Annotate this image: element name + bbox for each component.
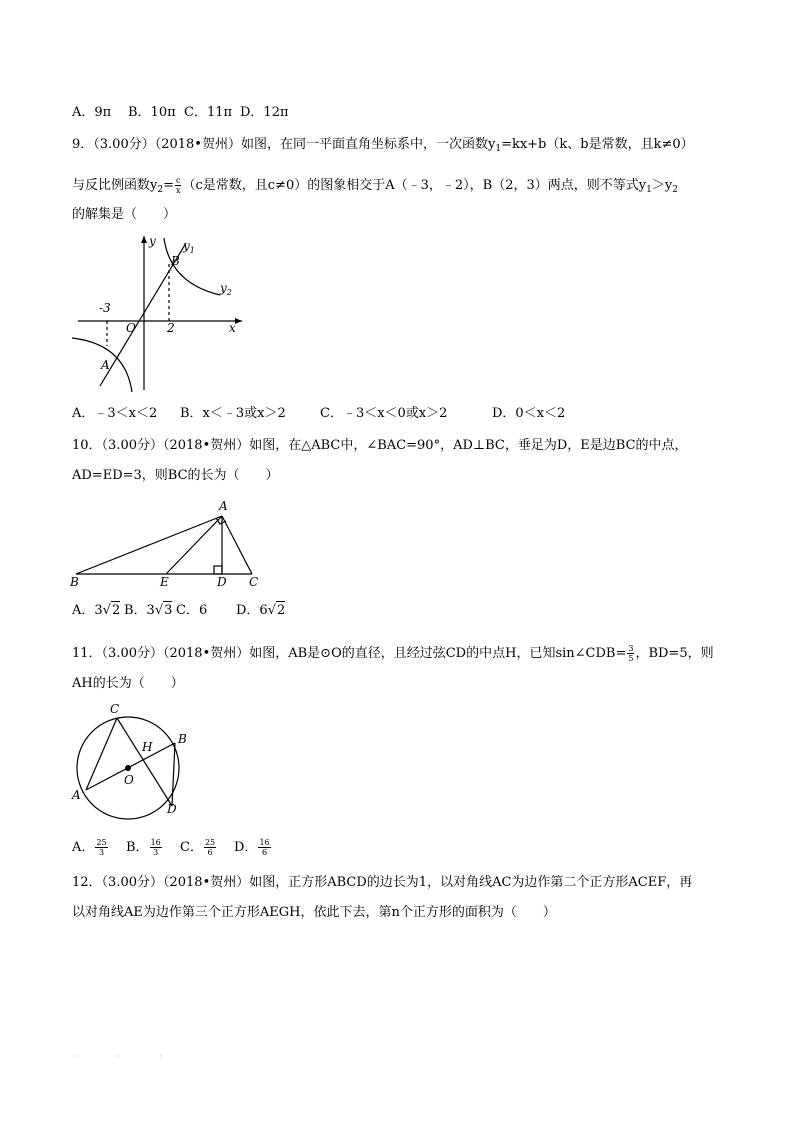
q10-text-line-2: AD=ED=3，则BC的长为（ ） [72,468,279,483]
q9-figure [70,228,260,394]
q12-text-line-1: 12．（3.00分）（2018•贺州）如图，正方形ABCD的边长为1，以对角线AC为边作第二个正方形ACEF，再 [72,875,693,890]
q8-option-d: D．12π [240,105,289,120]
q9-label-y: y [149,234,156,248]
q9-label-b: B [171,254,180,268]
q10-label-c: C [249,575,259,588]
q11-option-d: D． $\frac{16}{6}$ [234,838,270,857]
q9-label-y2: $y_2$ [220,281,232,297]
q9-text-line-2: 与反比例函数$y_2=$ $\frac{c}{x}$ （c是常数，且c≠0）的图象相交于A（﹣3，﹣2），B（2，3）两点，则不等式$y_1>y_2$ [72,176,678,195]
q9-label-2: 2 [167,321,175,335]
q11-center-point [125,765,131,771]
q10-text-line-1: 10．（3.00分）（2018•贺州）如图，在△ABC中，∠BAC=90°，AD⊥BC，垂足为D，E是边BC的中点， [72,438,688,453]
q10-label-e: E [160,575,169,588]
q9-option-a: A．﹣3＜x＜2 [72,406,158,421]
q11-option-b: B． $\frac{16}{3}$ [126,838,161,857]
q10-option-d: D．6√2 [236,603,286,618]
q11-text-line-2: AH的长为（ ） [72,676,184,691]
q10-option-a: A．3√2 [72,603,121,618]
q9-y-arrow [141,236,147,243]
q10-side-ac [222,516,252,574]
q9-label-x: x [229,321,236,335]
q9-option-c: C．﹣3＜x＜0或x＞2 [320,406,448,421]
q9-options [72,405,565,423]
q9-label-a: A [101,358,110,372]
q11-option-a: A． $\frac{25}{3}$ [72,838,107,857]
q9-label-y1: $y_1$ [183,239,195,255]
bottom-artifact-dots: ··· [74,1052,202,1061]
q11-text-line-1: 11．（3.00分）（2018•贺州）如图，AB是⊙O的直径，且经过弦CD的中点H，已知sin∠CDB= $\frac{3}{5}$ ，BD=5，则 [72,644,714,663]
q10-label-a: A [219,499,228,513]
q11-fraction-3-5: $\frac{3}{5}$ [628,644,634,663]
q9-option-d: D．0＜x＜2 [492,406,566,421]
q10-label-d: D [217,575,227,588]
q8-options [72,104,289,122]
q11-label-c: C [110,702,120,716]
q11-label-b: B [178,732,187,746]
q10-side-ab [76,516,222,574]
q10-figure [66,496,266,588]
q11-label-h: H [142,740,153,754]
q12-text-line-2: 以对角线AE为边作第三个正方形AEGH，依此下去，第n个正方形的面积为（ ） [72,905,556,920]
q11-option-c: C． $\frac{25}{6}$ [180,838,216,857]
q11-chord-ac [86,718,117,790]
q9-text-line-3: 的解集是（ ） [72,207,177,222]
q11-options [72,838,272,857]
q9-option-b: B．x＜﹣3或x＞2 [180,406,286,421]
q8-option-b: B．10π [128,105,176,120]
q9-x-arrow [235,318,242,324]
q10-option-b: B．3√3 [124,603,173,618]
q10-label-b: B [70,575,79,588]
q9-label-o: O [126,321,136,335]
q11-label-o: O [124,773,134,787]
q10-right-angle-d [214,566,222,574]
q9-text-line-1: 9．（3.00分）（2018•贺州）如图，在同一平面直角坐标系中，一次函数$y_1=kx+b(k$、b是常数，且k≠0） [72,137,694,154]
q10-segment-ae [166,516,222,574]
q9-fraction-c-over-x: $\frac{c}{x}$ [175,176,181,195]
q8-option-c: C．11π [184,105,233,120]
q10-option-c: C．6 [176,603,208,618]
q11-figure [66,700,206,820]
q8-option-a: A．9π [72,105,112,120]
q11-label-a: A [72,788,81,802]
q9-label-neg3: -3 [99,301,111,315]
q11-chord-bd [172,743,175,806]
q11-label-d: D [167,802,177,816]
q10-options [72,601,285,620]
